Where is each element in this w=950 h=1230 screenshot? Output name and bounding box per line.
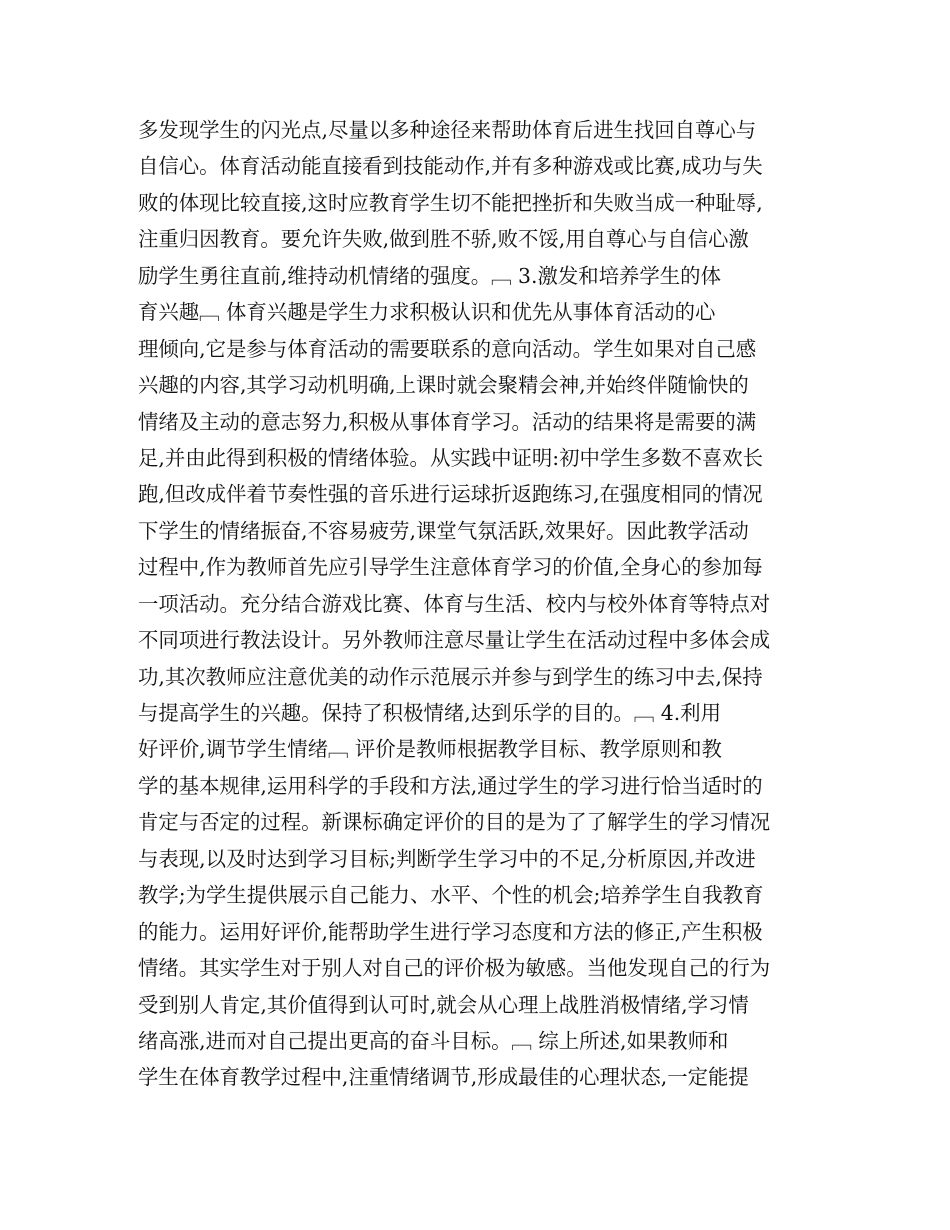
text-line: 育兴趣﹇ 体育兴趣是学生力求积极认识和优先从事体育活动的心 [138,300,716,325]
text-line: 励学生勇往直前,维持动机情绪的强度。﹇ 3.激发和培养学生的体 [138,263,721,288]
text-line: 注重归因教育。要允许失败,做到胜不骄,败不馁,用自尊心与自信心激 [138,227,749,252]
text-line: 功,其次教师应注意优美的动作示范展示并参与到学生的练习中去,保持 [138,664,763,689]
text-line: 理倾向,它是参与体育活动的需要联系的意向活动。学生如果对自己感 [138,336,757,361]
text-line: 好评价,调节学生情绪﹇ 评价是教师根据教学目标、教学原则和教 [138,737,722,762]
text-line: 多发现学生的闪光点,尽量以多种途径来帮助体育后进生找回自尊心与 [138,118,757,142]
text-line: 下学生的情绪振奋,不容易疲劳,课堂气氛活跃,效果好。因此教学活动 [138,518,749,543]
text-line: 自信心。体育活动能直接看到技能动作,并有多种游戏或比赛,成功与失 [138,154,763,179]
text-line: 跑,但改成伴着节奏性强的音乐进行运球折返跑练习,在强度相同的情况 [138,482,763,507]
text-line: 不同项进行教法设计。另外教师注意尽量让学生在活动过程中多体会成 [138,628,771,653]
text-line: 与表现,以及时达到学习目标;判断学生学习中的不足,分析原因,并改进 [138,846,756,871]
text-line: 过程中,作为教师首先应引导学生注意体育学习的价值,全身心的参加每 [138,555,763,580]
text-line: 足,并由此得到积极的情绪体验。从实践中证明:初中学生多数不喜欢长 [138,445,764,470]
text-line: 学生在体育教学过程中,注重情绪调节,形成最佳的心理状态,一定能提 [138,1065,749,1090]
text-line: 败的体现比较直接,这时应教育学生切不能把挫折和失败当成一种耻辱, [138,190,763,215]
text-line: 与提高学生的兴趣。保持了积极情绪,达到乐学的目的。﹇ 4.利用 [138,701,721,725]
text-line: 肯定与否定的过程。新课标确定评价的目的是为了了解学生的学习情况 [138,810,771,835]
text-line: 情绪及主动的意志努力,积极从事体育学习。活动的结果将是需要的满 [138,409,757,434]
text-line: 受到别人肯定,其价值得到认可时,就会从心理上战胜消极情绪,学习情 [138,992,749,1017]
text-line: 情绪。其实学生对于别人对自己的评价极为敏感。当他发现自己的行为 [138,956,771,981]
text-line: 学的基本规律,运用科学的手段和方法,通过学生的学习进行恰当适时的 [138,773,763,798]
body-text [138,112,818,1096]
text-line: 绪高涨,进而对自己提出更高的奋斗目标。﹇ 综上所述,如果教师和 [138,1028,729,1053]
text-line: 一项活动。充分结合游戏比赛、体育与生活、校内与校外体育等特点对 [138,591,771,616]
text-line: 的能力。运用好评价,能帮助学生进行学习态度和方法的修正,产生积极 [138,919,763,944]
text-line: 教学;为学生提供展示自己能力、水平、个性的机会;培养学生自我教育 [138,883,764,908]
text-line: 兴趣的内容,其学习动机明确,上课时就会聚精会神,并始终伴随愉快的 [138,373,749,398]
